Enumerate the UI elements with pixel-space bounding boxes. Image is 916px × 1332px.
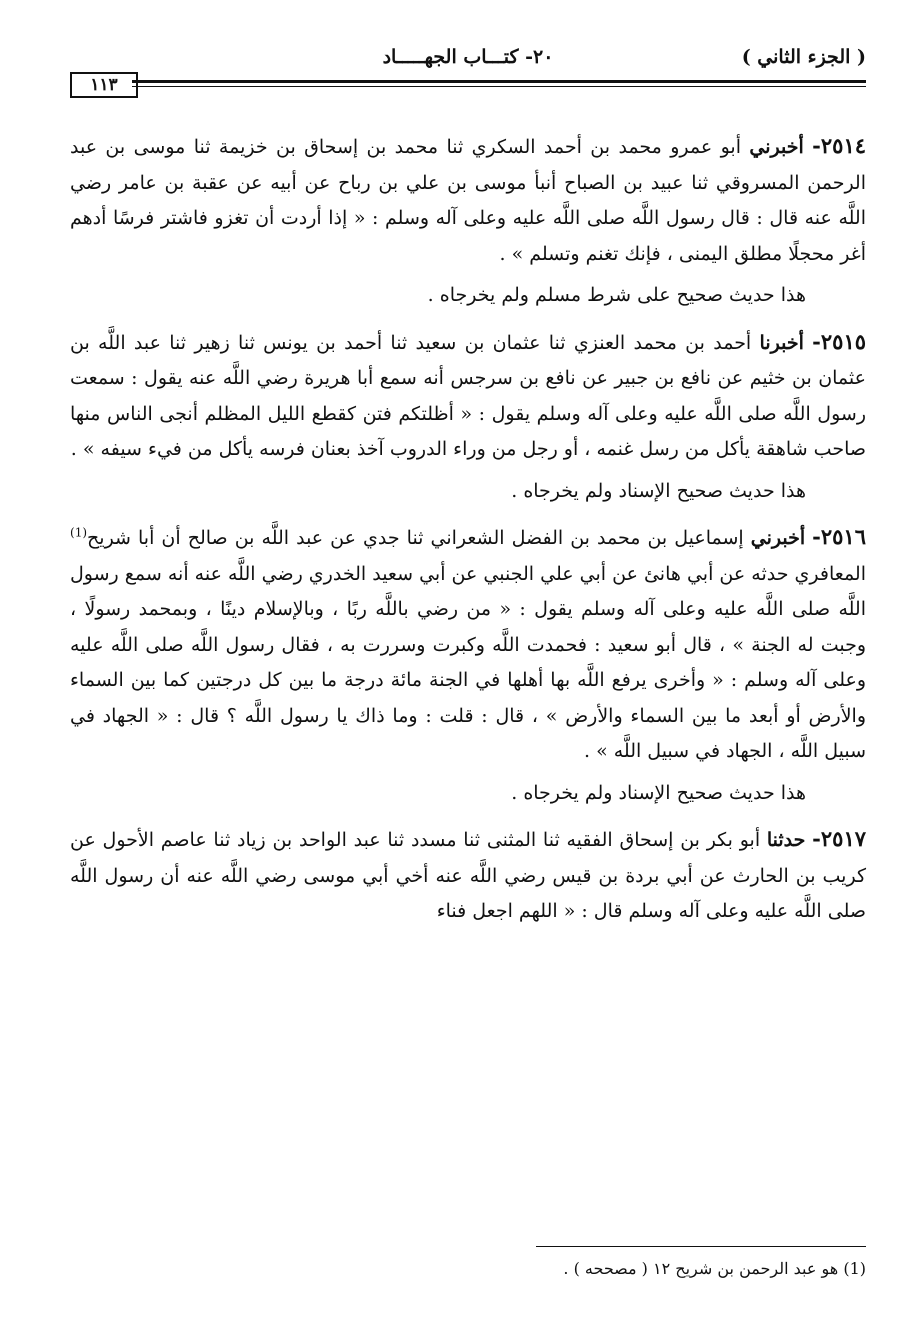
page-content <box>70 128 866 930</box>
hadith-number: ٢٥١٦- <box>812 524 866 549</box>
hadith-number: ٢٥١٧- <box>812 826 867 851</box>
hadith-text: أبو عمرو محمد بن أحمد السكري ثنا محمد بن إسحاق بن خزيمة ثنا موسى بن عبد الرحمن المسروقي ثنا عبيد بن الصباح أنبأ موسى بن علي بن رباح عن أبيه عن عقبة بن عامر رضي اللَّه عنه قال : قال رسول اللَّه صلى اللَّه عليه وعلى آله وسلم : « إذا أردت أن تغزو فاشتر فرسًا أدهم أغر محجلًا مطلق اليمنى ، فإنك تغنم وتسلم » . <box>70 136 866 265</box>
hadith-number: ٢٥١٥- <box>812 328 867 354</box>
footnote <box>70 1256 866 1282</box>
page-number: ١١٣ <box>70 72 138 98</box>
hadith-text: أبو بكر بن إسحاق الفقيه ثنا المثنى ثنا مسدد ثنا عبد الواحد بن زياد ثنا عاصم الأحول عن كريب بن الحارث عن أبي بردة بن قيس رضي اللَّه عنه أخي أبي موسى رضي اللَّه عنه أن رسول اللَّه صلى اللَّه عليه وعلى آله وسلم قال : « اللهم اجعل فناء <box>70 829 866 922</box>
hadith-text: أحمد بن محمد العنزي ثنا عثمان بن سعيد ثنا أحمد بن يونس ثنا زهير ثنا عبد اللَّه بن عثمان بن خثيم عن نافع بن جبير عن نافع بن سرجس أنه سمع أبا هريرة رضي اللَّه عنه يقول : سمعت رسول اللَّه صلى اللَّه عليه وعلى آله وسلم يقول : « أظلتكم فتن كقطع الليل المظلم أنجى الناس منها صاحب شاهقة يأكل من رسل غنمه ، أو رجل من وراء الدروب آخذ بعنان فرسه يأكل من فيء سيفه » . <box>70 331 866 460</box>
hadith-2517 <box>70 821 866 930</box>
hadith-verb: أخبرني <box>749 136 804 158</box>
hadith-verb: أخبرنا <box>759 331 804 354</box>
hadith-verdict: هذا حديث صحيح الإسناد ولم يخرجاه . <box>511 781 806 804</box>
part-title: ( الجزء الثاني ) <box>741 46 866 68</box>
hadith-text: المعافري حدثه عن أبي هانئ عن أبي علي الجنبي عن أبي سعيد الخدري رضي اللَّه عنه أنه سمع رسول اللَّه صلى اللَّه عليه وعلى آله وسلم يقول : « من رضي باللَّه ربًا ، وبالإسلام دينًا ، وبمحمد رسولًا ، وجبت له الجنة » ، قال أبو سعيد : فحمدت اللَّه وكبرت وسررت به ، فقال رسول اللَّه صلى اللَّه عليه وعلى آله وسلم : « وأخرى يرفع اللَّه بها أهلها في الجنة مائة درجة ما بين كل درجتين كما بين السماء والأرض أو أبعد ما بين السماء والأرض » ، قال : قلت : وما ذاك يا رسول اللَّه ؟ قال : « الجهاد في سبيل اللَّه ، الجهاد في سبيل اللَّه » . <box>70 562 866 762</box>
hadith-verb: حدثنا <box>766 829 806 851</box>
footnote-ref: (1) <box>70 525 88 540</box>
header-rule-thin <box>132 86 866 87</box>
page-header <box>70 40 866 74</box>
footnote-number: (1) <box>843 1259 866 1278</box>
hadith-text: إسماعيل بن محمد بن الفضل الشعراني ثنا جدي عن عبد اللَّه بن صالح أن أبا شريح <box>87 527 744 549</box>
header-rule-thick <box>132 80 866 83</box>
hadith-verdict: هذا حديث صحيح الإسناد ولم يخرجاه . <box>511 479 806 502</box>
book-title: ٢٠- كتـــاب الجهـــــاد <box>382 46 554 68</box>
hadith-2516 <box>70 519 866 770</box>
hadith-verdict: هذا حديث صحيح على شرط مسلم ولم يخرجاه . <box>427 284 806 306</box>
hadith-2514 <box>70 128 866 272</box>
hadith-verb: أخبرني <box>750 527 806 549</box>
hadith-2515 <box>70 324 866 468</box>
header-rule <box>70 72 866 98</box>
hadith-number: ٢٥١٤- <box>812 133 867 158</box>
footnote-divider <box>536 1246 866 1247</box>
footnote-text: هو عبد الرحمن بن شريح ١٢ ( مصححه ) . <box>563 1259 839 1278</box>
